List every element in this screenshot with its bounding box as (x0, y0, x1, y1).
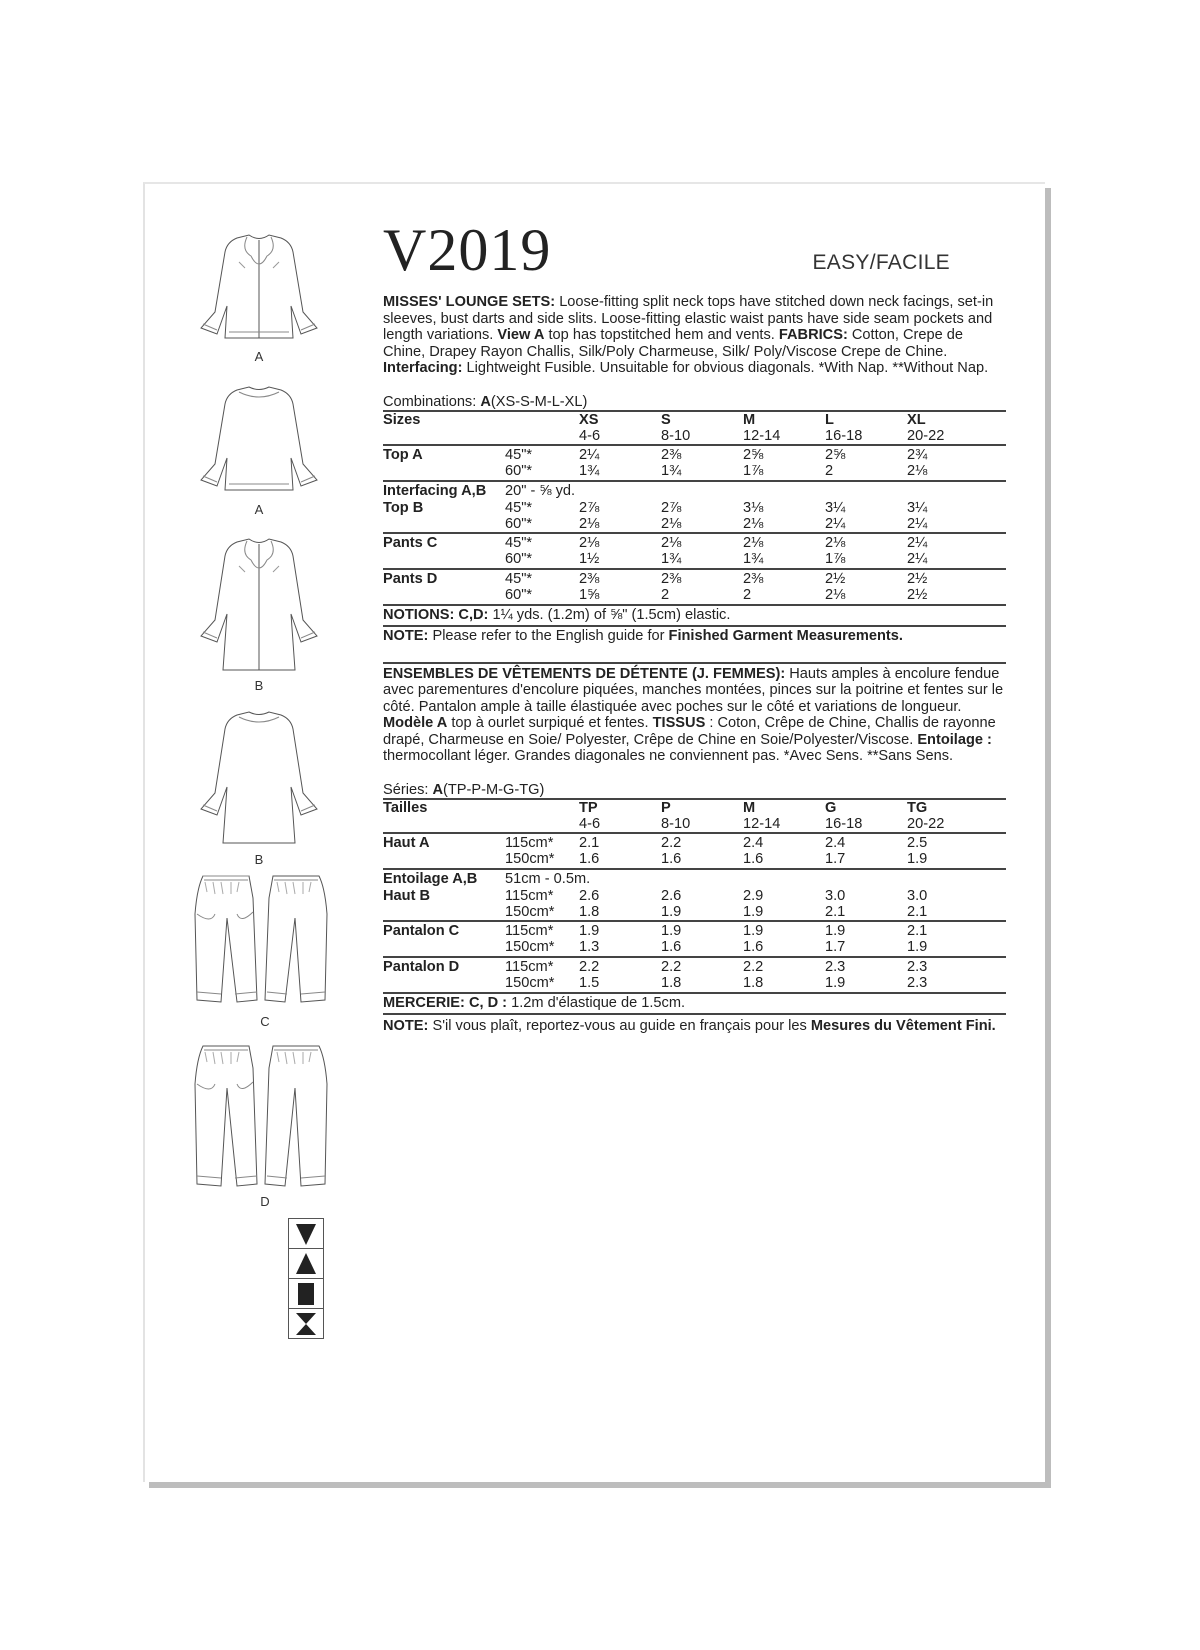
combinations-label: Combinations: (383, 393, 481, 410)
fabric-width: 115cm* (505, 958, 554, 975)
fabrics-heading: FABRICS: (778, 327, 848, 343)
combinations-label: Séries: (383, 781, 433, 798)
size-name: M (743, 411, 756, 428)
yardage-value: 1.7 (825, 938, 846, 955)
yardage-value: 2½ (907, 570, 928, 587)
top-a-back-illustration (199, 384, 319, 496)
yardage-value: 2.6 (661, 887, 682, 904)
view-label-d: D (260, 1194, 270, 1209)
yardage-value: 2¼ (907, 534, 928, 551)
fabric-width: 45"* (505, 499, 533, 516)
yardage-value: 2¼ (579, 446, 600, 463)
yardage-value: 2⅜ (579, 570, 600, 587)
fabric-width: 45"* (505, 570, 533, 587)
row-label: Entoilage A,B (383, 869, 505, 888)
french-yardage-table (383, 798, 1006, 992)
fabric-width: 60"* (505, 515, 533, 532)
yardage-value: 2 (661, 586, 670, 603)
size-col (661, 799, 743, 833)
size-header-row (383, 411, 1006, 445)
yardage-value: 1.5 (579, 974, 600, 991)
yardage-value: 2½ (907, 586, 928, 603)
yardage-value: 2.2 (661, 834, 682, 851)
yardage-value: 1.9 (579, 922, 600, 939)
size-col (825, 411, 907, 445)
size-name: S (661, 411, 671, 428)
note-bold: Finished Garment Measurements. (668, 628, 903, 644)
yardage-value: 2.6 (579, 887, 600, 904)
fabric-width: 45"* (505, 446, 533, 463)
yardage-value: 2.3 (907, 974, 928, 991)
size-range: 8-10 (661, 815, 691, 832)
yardage-value: 3¼ (825, 499, 846, 516)
tunic-b-front-illustration (199, 536, 319, 674)
yardage-value: 2⅝ (825, 446, 846, 463)
table-row-haut-b (383, 888, 1006, 921)
sizes-label: Sizes (383, 411, 505, 445)
interfacing-amount: 20" - ⅝ yd. (505, 481, 1006, 500)
pattern-number: V2019 (383, 217, 552, 283)
fabrics-text: Cotton, Crepe de Chine, Drapey Rayon Challis, Silk/Poly Charmeuse, Silk/ Poly/Viscose Crepe de Chine. (383, 327, 964, 360)
yardage-value: 1.6 (661, 938, 682, 955)
yardage-value: 1⅞ (825, 550, 846, 567)
yardage-value: 1⅞ (743, 462, 764, 479)
notions-text: 1¼ yds. (1.2m) of ⅝" (1.5cm) elastic. (488, 606, 731, 623)
fabrics-text: : Coton, Crêpe de Chine, Challis de rayonne drapé, Charmeuse en Soie/ Polyester, Crêpe de Chine en Soie/Polyester/Viscose. (383, 715, 996, 748)
view-label-b: B (254, 678, 264, 693)
french-description (383, 662, 1006, 765)
view-label-a-back: A (254, 502, 264, 517)
yardage-value: 2⅛ (825, 586, 846, 603)
notions-label: MERCERIE: C, D : (383, 994, 508, 1011)
row-label: Pants C (383, 533, 505, 569)
desc-heading: MISSES' LOUNGE SETS: (383, 294, 556, 310)
yardage-value: 2.2 (579, 958, 600, 975)
pants-d-illustration (191, 1044, 331, 1189)
table-row-haut-a (383, 833, 1006, 869)
desc-text: Hauts amples à encolure fendue avec parementures d'encolure piquées, manches montées, pinces sur la poitrine et fentes sur le côté. Pantalon ample à taille élastiquée avec poches sur le côté et variations de longueur. (383, 665, 1004, 715)
english-notions (383, 604, 1006, 626)
yardage-value: 2.2 (743, 958, 764, 975)
yardage-value: 1¾ (661, 550, 682, 567)
yardage-value: 1.9 (825, 922, 846, 939)
yardage-value: 1.8 (579, 903, 600, 920)
yardage-value: 1¾ (661, 462, 682, 479)
notions-label: NOTIONS: C,D: (383, 606, 489, 623)
french-note (383, 1013, 1006, 1036)
yardage-value: 1.7 (825, 850, 846, 867)
yardage-value: 2⅝ (743, 446, 764, 463)
tunic-b-back-illustration (199, 709, 319, 847)
fabric-width: 60"* (505, 462, 533, 479)
row-label: Pantalon C (383, 921, 505, 957)
table-row-pantalon-c (383, 921, 1006, 957)
yardage-value: 1.6 (743, 938, 764, 955)
yardage-value: 2.1 (907, 922, 928, 939)
row-label: Top B (383, 499, 424, 516)
yardage-value: 1.8 (661, 974, 682, 991)
sizes-label: Tailles (383, 799, 505, 833)
yardage-value: 2¼ (825, 515, 846, 532)
row-label: Interfacing A,B (383, 481, 505, 500)
top-a-front-illustration (199, 232, 319, 344)
size-col (579, 799, 661, 833)
size-range: 16-18 (825, 427, 863, 444)
yardage-value: 2¼ (907, 550, 928, 567)
yardage-value: 2.2 (661, 958, 682, 975)
size-col (907, 799, 1006, 833)
fabric-width: 150cm* (505, 938, 555, 955)
yardage-value: 1.9 (661, 903, 682, 920)
difficulty-label: EASY/FACILE (812, 251, 950, 274)
size-col (907, 411, 1006, 445)
desc-bold: Modèle A (383, 715, 448, 731)
interfacing-text: Lightweight Fusible. Unsuitable for obvious diagonals. *With Nap. **Without Nap. (462, 360, 989, 376)
yardage-value: 1.6 (743, 850, 764, 867)
combination-sizes: (XS-S-M-L-XL) (490, 393, 588, 410)
size-name: XS (579, 411, 599, 428)
english-note (383, 625, 1006, 645)
size-name: G (825, 799, 837, 816)
yardage-value: 2⅛ (579, 534, 600, 551)
yardage-value: 3.0 (907, 887, 928, 904)
yardage-value: 1.9 (907, 850, 928, 867)
yardage-value: 2⅛ (743, 515, 764, 532)
yardage-value: 2⅜ (661, 570, 682, 587)
yardage-value: 1⅝ (579, 586, 600, 603)
size-col (825, 799, 907, 833)
yardage-value: 2⅞ (579, 499, 600, 516)
fabric-width: 60"* (505, 550, 533, 567)
yardage-value: 3.0 (825, 887, 846, 904)
yardage-value: 2⅛ (743, 534, 764, 551)
interfacing-heading: Entoilage : (917, 731, 992, 748)
yardage-value: 1.8 (743, 974, 764, 991)
yardage-value: 2¼ (907, 515, 928, 532)
yardage-value: 2.3 (907, 958, 928, 975)
yardage-value: 2.3 (825, 958, 846, 975)
table-row-interfacing (383, 481, 1006, 500)
yardage-value: 2¾ (907, 446, 928, 463)
yardage-value: 2⅞ (661, 499, 682, 516)
size-range: 12-14 (743, 815, 781, 832)
row-label: Pantalon D (383, 957, 505, 992)
size-name: XL (907, 411, 926, 428)
table-row-top-a (383, 445, 1006, 481)
yardage-value: 2⅛ (661, 534, 682, 551)
english-combinations (383, 394, 1006, 410)
yardage-value: 3¼ (907, 499, 928, 516)
size-col (661, 411, 743, 445)
yardage-value: 1.9 (661, 922, 682, 939)
yardage-value: 1.9 (825, 974, 846, 991)
yardage-value: 1.9 (907, 938, 928, 955)
interfacing-amount: 51cm - 0.5m. (505, 869, 1006, 888)
yardage-value: 2⅛ (661, 515, 682, 532)
yardage-value: 1.9 (743, 903, 764, 920)
yardage-value: 1.6 (661, 850, 682, 867)
french-combinations (383, 782, 1006, 798)
size-range: 12-14 (743, 427, 781, 444)
yardage-value: 3⅛ (743, 499, 764, 516)
interfacing-heading: Interfacing: (383, 360, 463, 376)
size-name: P (661, 799, 671, 816)
size-col (743, 799, 825, 833)
combination-letter: A (480, 393, 491, 410)
size-range: 8-10 (661, 427, 691, 444)
fabric-width: 45"* (505, 534, 533, 551)
desc-bold: View A (497, 327, 545, 343)
yardage-value: 1.6 (579, 850, 600, 867)
size-col (579, 411, 661, 445)
size-header-row (383, 799, 1006, 833)
view-label-a: A (254, 349, 264, 364)
yardage-value: 2.1 (825, 903, 846, 920)
desc-text: Loose-fitting split neck tops have stitched down neck facings, set-in sleeves, bust darts and side slits. Loose-fitting elastic waist pants have side seam pockets and length variations. (383, 294, 994, 343)
yardage-value: 2.4 (825, 834, 846, 851)
size-col (743, 411, 825, 445)
view-label-b-back: B (254, 852, 264, 867)
pattern-text-content (383, 294, 1006, 1036)
pattern-envelope-back (143, 182, 1045, 1482)
fabric-width: 150cm* (505, 903, 555, 920)
size-name: TP (579, 799, 598, 816)
yardage-value: 2½ (825, 570, 846, 587)
square-icon (289, 1279, 323, 1309)
size-range: 20-22 (907, 427, 945, 444)
note-bold: Mesures du Vêtement Fini. (810, 1018, 996, 1034)
size-range: 4-6 (579, 815, 601, 832)
table-row-pantalon-d (383, 957, 1006, 992)
yardage-value: 2⅛ (907, 462, 928, 479)
size-range: 16-18 (825, 815, 863, 832)
yardage-value: 2 (825, 462, 834, 479)
fabric-width: 150cm* (505, 974, 555, 991)
fabrics-heading: TISSUS (652, 715, 706, 731)
yardage-value: 2⅜ (743, 570, 764, 587)
yardage-value: 2.1 (579, 834, 600, 851)
note-label: NOTE: (383, 628, 429, 644)
yardage-value: 2⅛ (825, 534, 846, 551)
size-range: 4-6 (579, 427, 601, 444)
french-notions (383, 992, 1006, 1014)
table-row-entoilage (383, 869, 1006, 888)
combination-sizes: (TP-P-M-G-TG) (443, 781, 545, 798)
notion-symbol-legend (288, 1218, 324, 1339)
table-row-pants-c (383, 533, 1006, 569)
note-text: S'il vous plaît, reportez-vous au guide en français pour les (428, 1018, 811, 1034)
fabric-width: 115cm* (505, 834, 554, 851)
fabric-width: 150cm* (505, 850, 555, 867)
yardage-value: 2.5 (907, 834, 928, 851)
note-label: NOTE: (383, 1018, 429, 1034)
note-text: Please refer to the English guide for (428, 628, 669, 644)
row-label: Top A (383, 445, 505, 481)
table-row-pants-d (383, 569, 1006, 604)
yardage-value: 2.4 (743, 834, 764, 851)
triangle-down-icon (289, 1219, 323, 1249)
size-range: 20-22 (907, 815, 945, 832)
size-name: L (825, 411, 834, 428)
combination-letter: A (432, 781, 444, 798)
row-label: Haut A (383, 833, 505, 869)
size-name: M (743, 799, 756, 816)
hourglass-icon (289, 1309, 323, 1338)
english-yardage-table (383, 410, 1006, 604)
interfacing-text: thermocollant léger. Grandes diagonales ne conviennent pas. *Avec Sens. **Sans Sens. (383, 748, 954, 764)
yardage-value: 2⅜ (661, 446, 682, 463)
size-name: TG (907, 799, 928, 816)
desc-text: top has topstitched hem and vents. (544, 327, 779, 343)
pants-c-illustration (191, 874, 331, 1009)
row-label: Haut B (383, 887, 431, 904)
fabric-width: 60"* (505, 586, 533, 603)
fabric-width: 115cm* (505, 922, 554, 939)
view-label-c: C (260, 1014, 270, 1029)
yardage-value: 2⅛ (579, 515, 600, 532)
table-row-top-b (383, 500, 1006, 533)
yardage-value: 1¾ (743, 550, 764, 567)
desc-text: top à ourlet surpiqué et fentes. (447, 715, 653, 731)
fabric-width: 115cm* (505, 887, 554, 904)
english-description (383, 294, 1006, 377)
notions-text: 1.2m d'élastique de 1.5cm. (507, 994, 686, 1011)
yardage-value: 1½ (579, 550, 600, 567)
yardage-value: 1.3 (579, 938, 600, 955)
desc-heading: ENSEMBLES DE VÊTEMENTS DE DÉTENTE (J. FEMMES): (383, 665, 786, 682)
triangle-up-icon (289, 1249, 323, 1279)
yardage-value: 2 (743, 586, 752, 603)
row-label: Pants D (383, 569, 505, 604)
yardage-value: 1¾ (579, 462, 600, 479)
yardage-value: 2.1 (907, 903, 928, 920)
yardage-value: 1.9 (743, 922, 764, 939)
yardage-value: 2.9 (743, 887, 764, 904)
